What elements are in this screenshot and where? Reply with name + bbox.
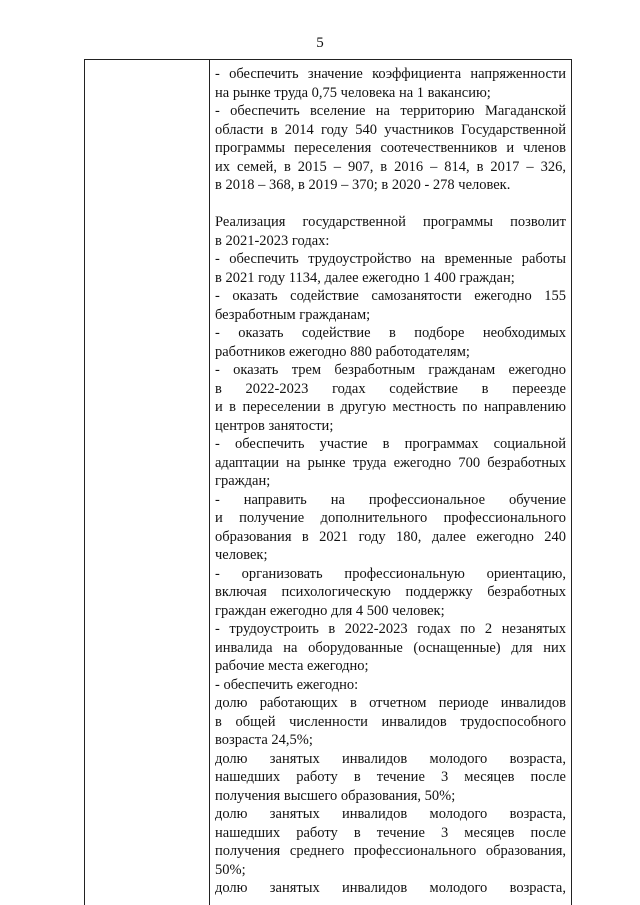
text-line: области в 2014 году 540 участников Государственной <box>215 121 566 138</box>
text-line: в общей численности инвалидов трудоспособного <box>215 713 566 730</box>
text-line: - трудоустроить в 2022-2023 годах по 2 незанятых <box>215 621 566 637</box>
text-line: включая психологическую поддержку безработных <box>215 584 566 600</box>
text-line: нашедших работу в течение 3 месяцев после <box>215 824 566 841</box>
paragraph-gap <box>215 195 566 214</box>
text-line: - обеспечить трудоустройство на временные работы <box>215 251 566 267</box>
text-line: безработным гражданам; <box>215 306 371 323</box>
text-line: инвалида на оборудованные (оснащенные) для них <box>215 639 566 656</box>
text-line: граждан ежегодно для 4 500 человек; <box>215 602 445 619</box>
text-line: - оказать содействие в подборе необходимых <box>215 325 566 341</box>
text-line: образования в 2021 году 180, далее ежегодно 240 <box>215 528 566 545</box>
text-line: - обеспечить участие в программах социальной <box>215 436 566 452</box>
text-line: получения среднего профессионального образования, <box>215 843 566 859</box>
text-line: долю занятых инвалидов молодого возраста, <box>215 880 566 896</box>
text-line: в 2021-2023 годах: <box>215 232 330 249</box>
table-right-cell <box>215 65 566 898</box>
text-line: и в переселении в другую местность по направлению <box>215 399 566 415</box>
text-line: долю работающих в отчетном периоде инвалидов <box>215 695 566 711</box>
text-line: долю занятых инвалидов молодого возраста, <box>215 750 566 767</box>
text-line: - оказать содействие самозанятости ежегодно 155 <box>215 288 566 304</box>
text-line: рабочие места ежегодно; <box>215 658 369 674</box>
document-table <box>84 59 572 905</box>
text-line: в 2021 году 1134, далее ежегодно 1 400 граждан; <box>215 269 515 286</box>
text-line: и получение дополнительного профессионального <box>215 510 566 526</box>
text-line: граждан; <box>215 473 271 489</box>
text-line: центров занятости; <box>215 417 334 434</box>
text-line: - обеспечить ежегодно: <box>215 676 359 693</box>
text-line: работников ежегодно 880 работодателям; <box>215 343 470 360</box>
text-line: - оказать трем безработным гражданам ежегодно <box>215 362 566 378</box>
text-line: в 2022-2023 годах содействие в переезде <box>215 380 566 397</box>
column-divider <box>209 60 210 905</box>
text-line: их семей, в 2015 – 907, в 2016 – 814, в 2017 – 326, <box>215 158 566 175</box>
text-line: 50%; <box>215 861 246 878</box>
text-line: в 2018 – 368, в 2019 – 370; в 2020 - 278 человек. <box>215 177 511 193</box>
text-line: получения высшего образования, 50%; <box>215 787 456 804</box>
text-line: - обеспечить вселение на территорию Магаданской <box>215 103 566 119</box>
text-line: - направить на профессиональное обучение <box>215 491 566 508</box>
text-line: долю занятых инвалидов молодого возраста, <box>215 806 566 822</box>
text-line: человек; <box>215 547 268 563</box>
text-line: на рынке труда 0,75 человека на 1 вакансию; <box>215 84 491 101</box>
text-line: программы переселения соотечественников и членов <box>215 140 566 156</box>
text-line: возраста 24,5%; <box>215 732 313 748</box>
text-line: адаптации на рынке труда ежегодно 700 безработных <box>215 454 566 471</box>
text-line: Реализация государственной программы позволит <box>215 214 566 230</box>
text-line: - обеспечить значение коэффициента напряженности <box>215 66 566 82</box>
text-line: - организовать профессиональную ориентацию, <box>215 565 566 582</box>
text-line: нашедших работу в течение 3 месяцев после <box>215 769 566 785</box>
page-number: 5 <box>316 35 324 51</box>
table-left-cell <box>85 60 209 905</box>
